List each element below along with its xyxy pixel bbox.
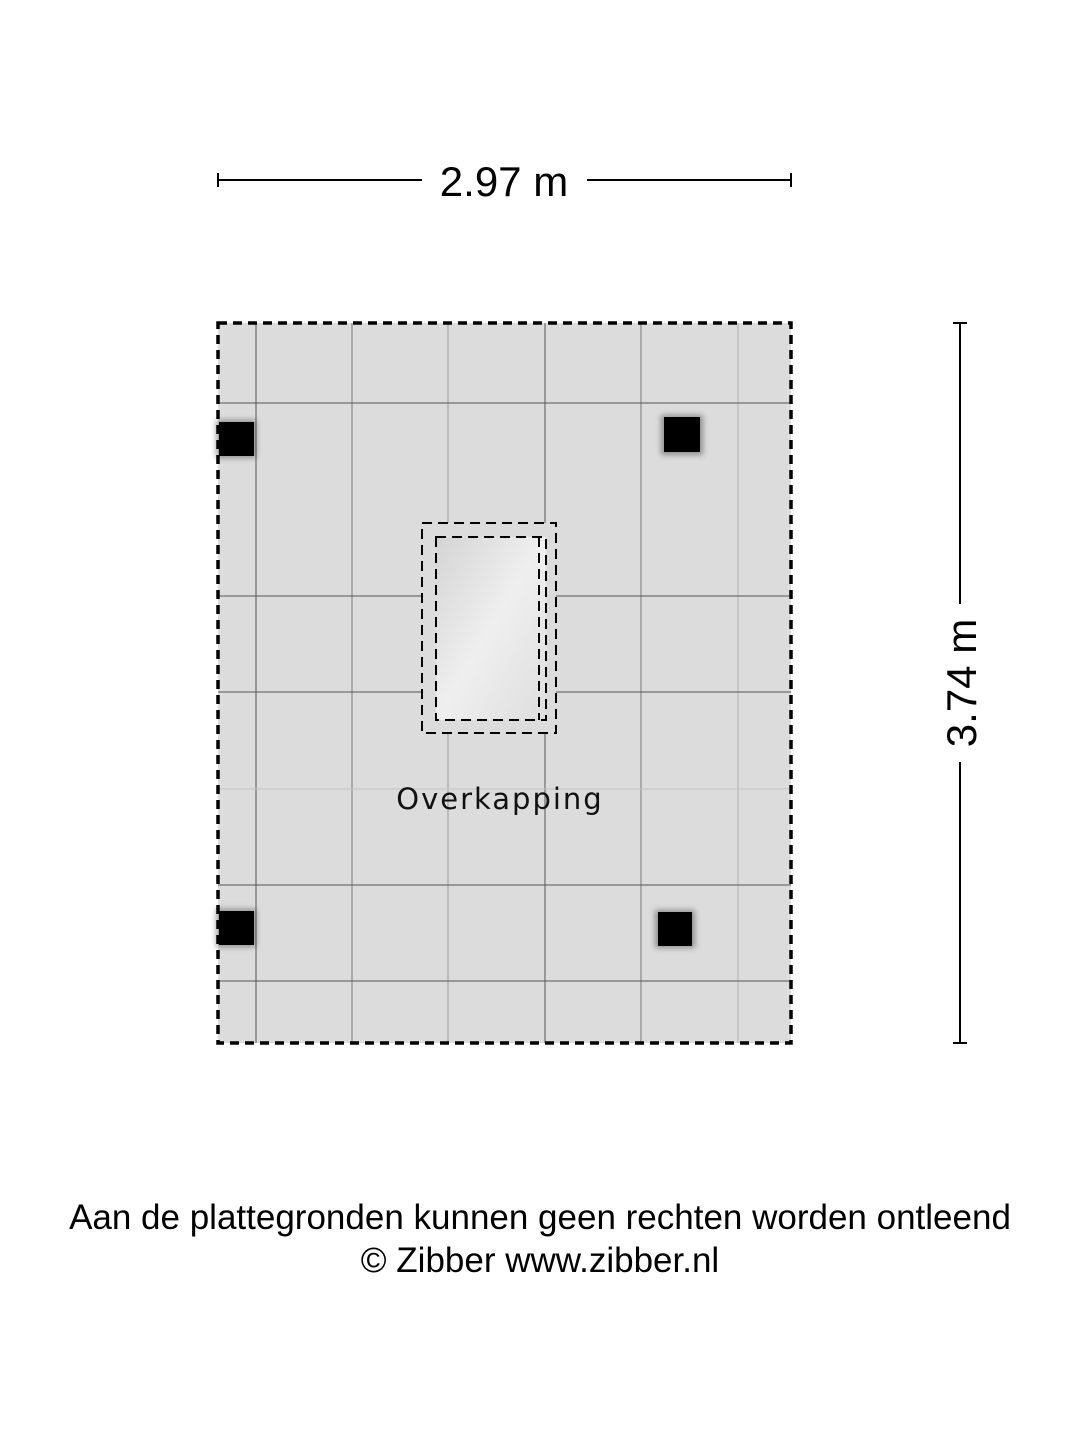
room-label: Overkapping — [396, 782, 604, 816]
disclaimer-text: Aan de plattegronden kunnen geen rechten worden ontleend — [69, 1198, 1011, 1237]
skylight — [422, 523, 556, 733]
width-dimension-label: 2.97 m — [439, 158, 569, 205]
post-bottom-left — [216, 909, 256, 947]
copyright-text: © Zibber www.zibber.nl — [360, 1241, 720, 1280]
post-bottom-right — [655, 910, 695, 948]
post-top-right — [661, 415, 703, 455]
post-top-left — [216, 420, 256, 458]
height-dimension-label: 3.74 m — [938, 618, 985, 748]
width-dimension — [218, 158, 791, 205]
height-dimension — [938, 323, 985, 1043]
